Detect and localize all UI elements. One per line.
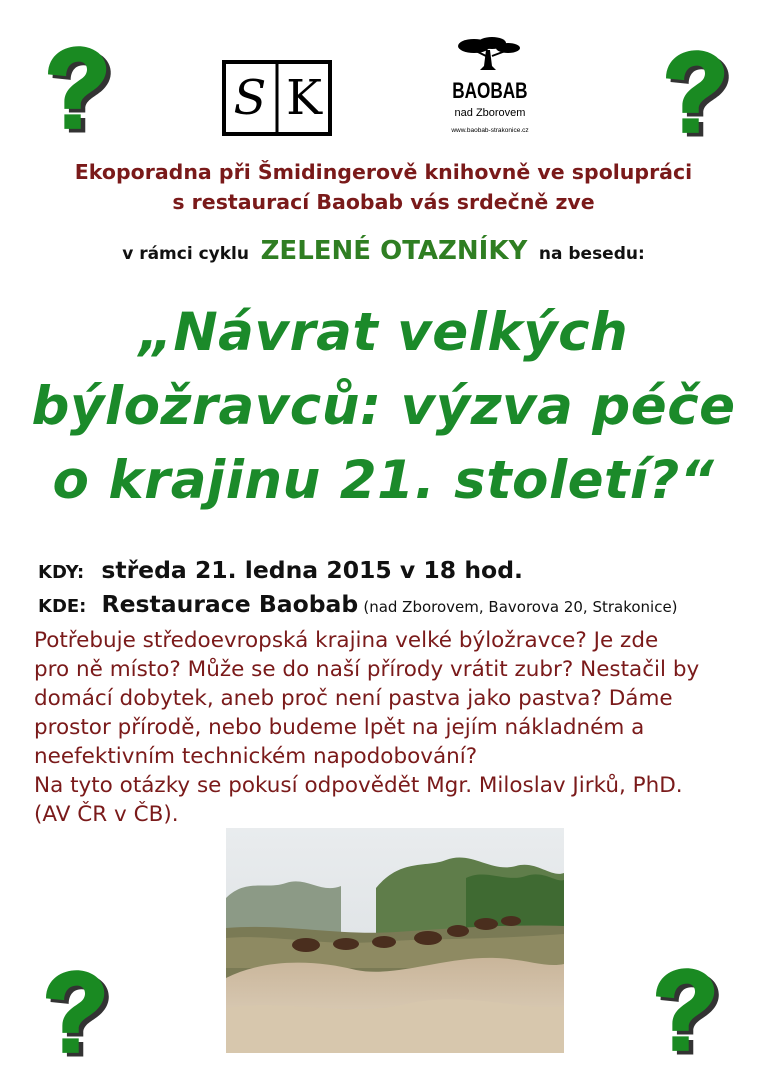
intro-line-1: Ekoporadna při Šmidingerově knihovně ve spolupráci <box>74 160 693 184</box>
where-address: (nad Zborovem, Bavorova 20, Strakonice) <box>363 598 678 616</box>
question-mark-icon <box>646 42 746 142</box>
description-line: domácí dobytek, aneb proč není pastva jako pastva? Dáme <box>34 686 673 711</box>
when-value: středa 21. ledna 2015 v 18 hod. <box>101 556 523 584</box>
question-mark-icon <box>28 38 128 138</box>
intro-line-2: s restaurací Baobab vás srdečně zve <box>172 190 595 214</box>
sk-letter-k: K <box>286 70 322 126</box>
where-value: Restaurace Baobab <box>101 590 359 618</box>
svg-text:www.baobab-strakonice.cz: www.baobab-strakonice.cz <box>451 127 529 134</box>
where-label: KDE: <box>38 596 87 617</box>
description-line: prostor přírodě, nebo budeme lpět na jejím nákladném a <box>34 715 645 740</box>
description-line: Potřebuje středoevropská krajina velké býložravce? Je zde <box>34 628 659 653</box>
cycle-line <box>0 236 767 266</box>
cycle-prefix: v rámci cyklu <box>122 244 249 264</box>
description-line: pro ně místo? Může se do naší přírody vrátit zubr? Nestačil by <box>34 657 700 682</box>
svg-text:nad Zborovem: nad Zborovem <box>454 107 526 119</box>
description-line: neefektivním technickém napodobování? <box>34 744 478 769</box>
when-label: KDY: <box>38 562 85 583</box>
where-row <box>38 590 678 618</box>
title-line-3: o krajinu 21. století?“ <box>52 450 715 511</box>
baobab-tree-logo <box>440 36 540 140</box>
event-title <box>0 296 767 518</box>
svg-text:BAOBAB: BAOBAB <box>452 79 528 104</box>
cycle-suffix: na besedu: <box>538 244 645 264</box>
sk-library-logo <box>222 60 332 136</box>
description-line: Na tyto otázky se pokusí odpovědět Mgr. Miloslav Jirků, PhD. <box>34 773 683 798</box>
when-row <box>38 556 523 584</box>
description <box>34 626 749 829</box>
question-mark-icon <box>26 962 126 1062</box>
title-line-1: „Návrat velkých <box>138 302 629 363</box>
sk-letter-s: S <box>233 70 267 126</box>
bison-landscape-photo <box>226 828 564 1053</box>
description-line: (AV ČR v ČB). <box>34 802 179 827</box>
title-line-2: býložravců: výzva péče <box>31 376 736 437</box>
question-mark-icon <box>636 960 736 1060</box>
cycle-name: ZELENÉ OTAZNÍKY <box>260 236 528 266</box>
